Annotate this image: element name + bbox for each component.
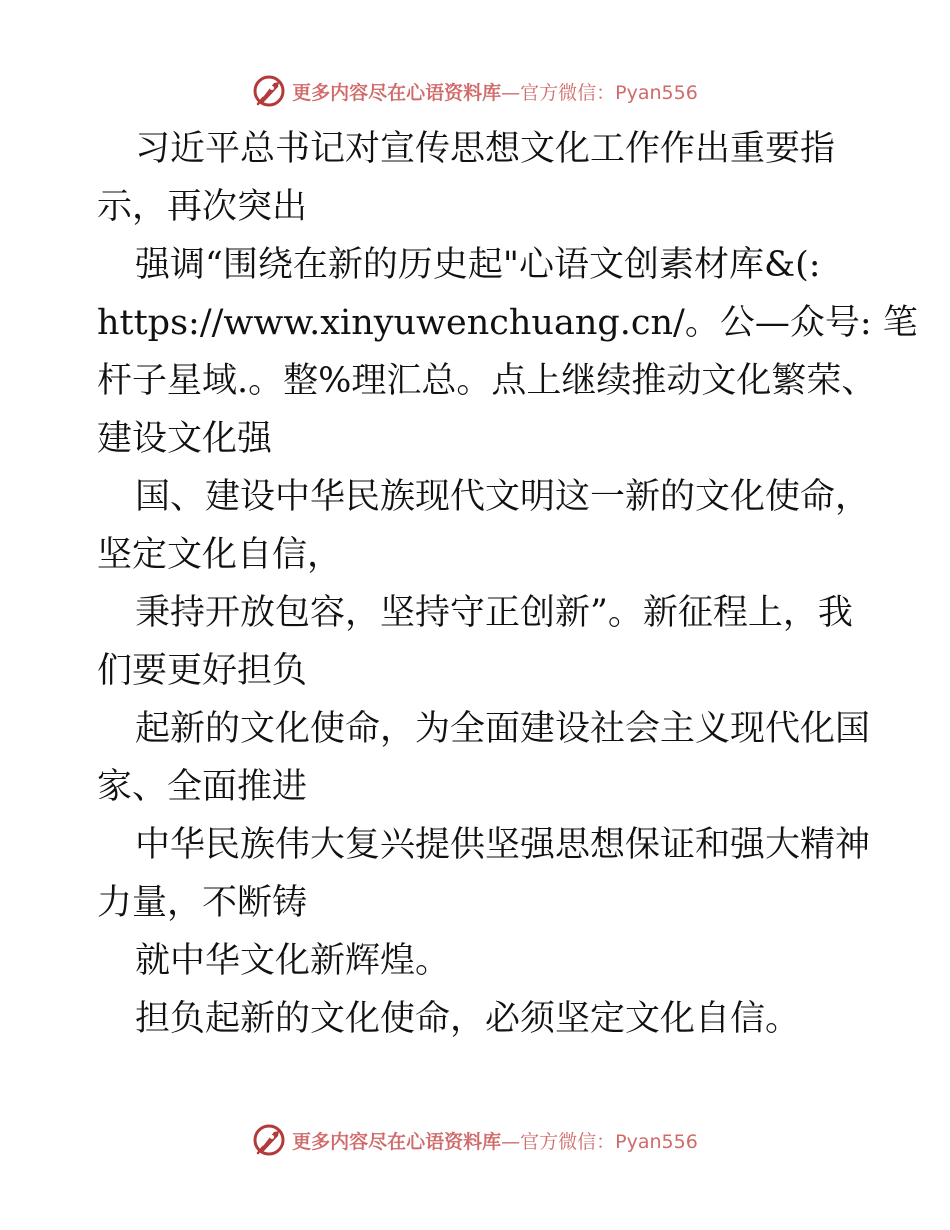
- paragraph-line: 秉持开放包容，坚持守正创新”。新征程上，我: [135, 593, 853, 633]
- paragraph-line: https://www.xinyuwenchuang.cn/。公—众号: 笔: [97, 303, 918, 343]
- quill-pen-logo-icon: [252, 74, 286, 108]
- paragraph-line: 习近平总书记对宣传思想文化工作作出重要指: [135, 129, 836, 169]
- footer-banner-content: [252, 1123, 698, 1157]
- paragraph-line: 国、建设中华民族现代文明这一新的文化使命，: [135, 477, 871, 517]
- paragraph-line: 中华民族伟大复兴提供坚强思想保证和强大精神: [135, 825, 871, 865]
- paragraph-line: 起新的文化使命，为全面建设社会主义现代化国: [135, 709, 871, 749]
- footer-banner-text: [292, 1127, 698, 1154]
- header-banner: [0, 71, 950, 111]
- paragraph-line: 强调“围绕在新的历史起"心语文创素材库&(:: [135, 245, 821, 285]
- paragraph-line: 示，再次突出: [97, 187, 308, 227]
- paragraph-line: 力量，不断铸: [97, 883, 308, 923]
- paragraph-line: 担负起新的文化使命，必须坚定文化自信。: [135, 999, 801, 1039]
- document-body: [97, 120, 918, 1048]
- header-contact-text: 官方微信：Pyan556: [520, 81, 698, 104]
- header-banner-content: [252, 74, 698, 108]
- header-banner-text: [292, 78, 698, 105]
- paragraph-line: 建设文化强: [97, 419, 273, 459]
- footer-banner: [0, 1120, 950, 1160]
- paragraph-line: 们要更好担负: [97, 651, 308, 691]
- paragraph-line: 坚定文化自信，: [97, 535, 343, 575]
- header-separator: —: [501, 81, 521, 104]
- footer-contact-text: 官方微信：Pyan556: [520, 1130, 698, 1153]
- paragraph-line: 家、全面推进: [97, 767, 308, 807]
- header-brand-text: 更多内容尽在心语资料库: [292, 81, 502, 104]
- paragraph-line: 就中华文化新辉煌。: [135, 941, 451, 981]
- paragraph-line: 杆子星域.。整%理汇总。点上继续推动文化繁荣、: [97, 361, 877, 401]
- quill-pen-logo-icon: [252, 1123, 286, 1157]
- footer-separator: —: [501, 1130, 521, 1153]
- footer-brand-text: 更多内容尽在心语资料库: [292, 1130, 502, 1153]
